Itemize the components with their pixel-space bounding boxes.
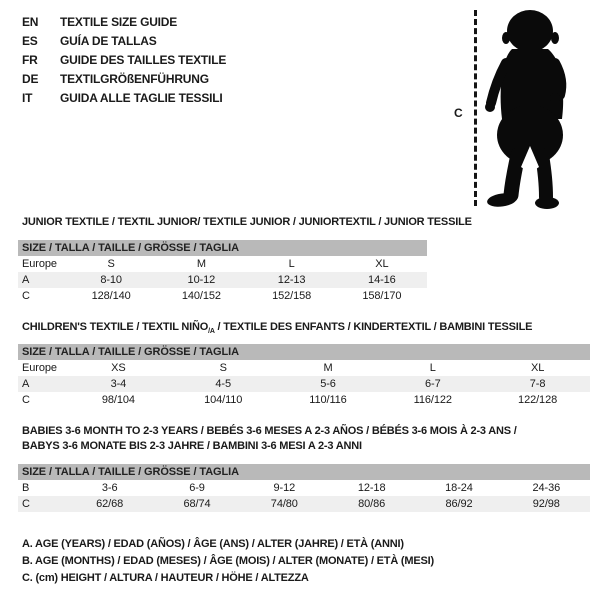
size-cell: 3-4: [110, 378, 127, 390]
language-code: EN: [22, 15, 39, 29]
size-cell: 6-9: [189, 482, 205, 494]
row-label-cell: C: [22, 498, 30, 510]
size-cell: 110/116: [309, 394, 347, 406]
babies-table-title: [22, 424, 582, 454]
size-cell: M: [196, 258, 206, 270]
size-cell: L: [288, 258, 295, 270]
table-row: [18, 480, 590, 496]
language-code: DE: [22, 72, 39, 86]
size-cell: 116/122: [413, 394, 452, 406]
size-cell: S: [107, 258, 115, 270]
size-cell: 158/170: [362, 290, 402, 302]
size-cell: XS: [111, 362, 126, 374]
language-row: [22, 89, 226, 108]
size-cell: XL: [375, 258, 389, 270]
children-title-prefix: CHILDREN'S TEXTILE / TEXTIL NIÑO: [22, 321, 209, 333]
children-title-suffix: / TEXTILE DES ENFANTS / KINDERTEXTIL / BAMBINI TESSILE: [214, 321, 533, 333]
children-table-rows: [18, 360, 590, 408]
language-title: GUIDE DES TAILLES TEXTILE: [60, 53, 227, 67]
size-cell: 80/86: [358, 498, 386, 510]
table-row: [18, 392, 590, 408]
junior-table: [18, 240, 427, 304]
junior-table-rows: [18, 256, 427, 304]
size-cell: 18-24: [445, 482, 473, 494]
size-cell: 14-16: [368, 274, 396, 286]
language-code: ES: [22, 34, 38, 48]
size-cell: 68/74: [183, 498, 211, 510]
measurement-notes: [22, 536, 434, 587]
row-label-cell: C: [22, 394, 30, 406]
height-measure-dashed-line: [474, 10, 477, 206]
children-title-subscript: /A: [208, 328, 215, 336]
size-cell: 6-7: [424, 378, 441, 390]
note-age-months: B. AGE (MONTHS) / EDAD (MESES) / ÂGE (MOIS) / ALTER (MONATE) / ETÀ (MESI): [22, 555, 434, 567]
size-cell: 128/140: [91, 290, 131, 302]
row-label-cell: Europe: [22, 362, 57, 374]
size-cell: 9-12: [273, 482, 296, 494]
language-row: [22, 13, 226, 32]
size-cell: 4-5: [215, 378, 231, 390]
row-label-cell: B: [22, 482, 30, 494]
children-table-title: [22, 321, 532, 335]
size-cell: 3-6: [101, 482, 118, 494]
size-cell: 86/92: [445, 498, 473, 510]
note-height-cm: C. (cm) HEIGHT / ALTURA / HAUTEUR / HÖHE / ALTEZZA: [22, 572, 309, 584]
row-label-cell: A: [22, 378, 30, 390]
table-row: [18, 360, 590, 376]
babies-table-rows: [18, 480, 590, 512]
size-cell: 10-12: [187, 274, 216, 286]
size-header-bar: SIZE / TALLA / TAILLE / GRÖSSE / TAGLIA: [18, 240, 427, 256]
babies-title-line1: BABIES 3-6 MONTH TO 2-3 YEARS / BEBÉS 3-6 MESES A 2-3 AÑOS / BÉBÉS 3-6 MOIS À 2-3 ANS /: [22, 425, 517, 437]
language-title: TEXTILGRÖßENFÜHRUNG: [60, 72, 209, 86]
size-cell: 122/128: [518, 394, 558, 406]
size-cell: 8-10: [100, 274, 122, 286]
language-row: [22, 70, 226, 89]
size-cell: 7-8: [529, 378, 546, 390]
size-cell: 98/104: [101, 394, 135, 406]
size-header-bar: SIZE / TALLA / TAILLE / GRÖSSE / TAGLIA: [18, 464, 590, 480]
row-label-cell: C: [22, 290, 30, 302]
language-row: [22, 51, 226, 70]
size-header-bar: SIZE / TALLA / TAILLE / GRÖSSE / TAGLIA: [18, 344, 590, 360]
note-age-years: A. AGE (YEARS) / EDAD (AÑOS) / ÂGE (ANS) / ALTER (JAHRE) / ETÀ (ANNI): [22, 538, 404, 550]
row-label-cell: A: [22, 274, 30, 286]
language-title: GUÍA DE TALLAS: [60, 34, 157, 48]
language-title-list: [22, 13, 226, 108]
toddler-silhouette: [478, 5, 578, 210]
size-cell: M: [323, 362, 333, 374]
size-cell: XL: [530, 362, 545, 374]
table-row: [18, 496, 590, 512]
size-cell: 74/80: [270, 498, 298, 510]
language-title: GUIDA ALLE TAGLIE TESSILI: [60, 91, 223, 105]
size-cell: 5-6: [320, 378, 336, 390]
size-cell: S: [219, 362, 227, 374]
language-code: IT: [22, 91, 33, 105]
babies-table: [18, 464, 590, 512]
children-table: [18, 344, 590, 408]
size-cell: 92/98: [532, 498, 560, 510]
size-cell: 24-36: [532, 482, 561, 494]
size-cell: 12-13: [277, 274, 306, 286]
size-cell: L: [429, 362, 436, 374]
language-title: TEXTILE SIZE GUIDE: [60, 15, 178, 29]
height-measure-label: C: [454, 106, 463, 120]
row-label-cell: Europe: [22, 258, 57, 270]
table-row: [18, 272, 427, 288]
junior-table-title: JUNIOR TEXTILE / TEXTIL JUNIOR/ TEXTILE JUNIOR / JUNIORTEXTIL / JUNIOR TESSILE: [22, 216, 472, 228]
size-cell: 152/158: [272, 290, 312, 302]
size-cell: 140/152: [181, 290, 221, 302]
babies-title-line2: BABYS 3-6 MONATE BIS 2-3 JAHRE / BAMBINI 3-6 MESI A 2-3 ANNI: [22, 440, 362, 452]
size-cell: 62/68: [96, 498, 124, 510]
table-row: [18, 376, 590, 392]
table-row: [18, 288, 427, 304]
size-cell: 104/110: [204, 394, 243, 406]
language-code: FR: [22, 53, 38, 67]
size-cell: 12-18: [357, 482, 386, 494]
language-row: [22, 32, 226, 51]
table-row: [18, 256, 427, 272]
